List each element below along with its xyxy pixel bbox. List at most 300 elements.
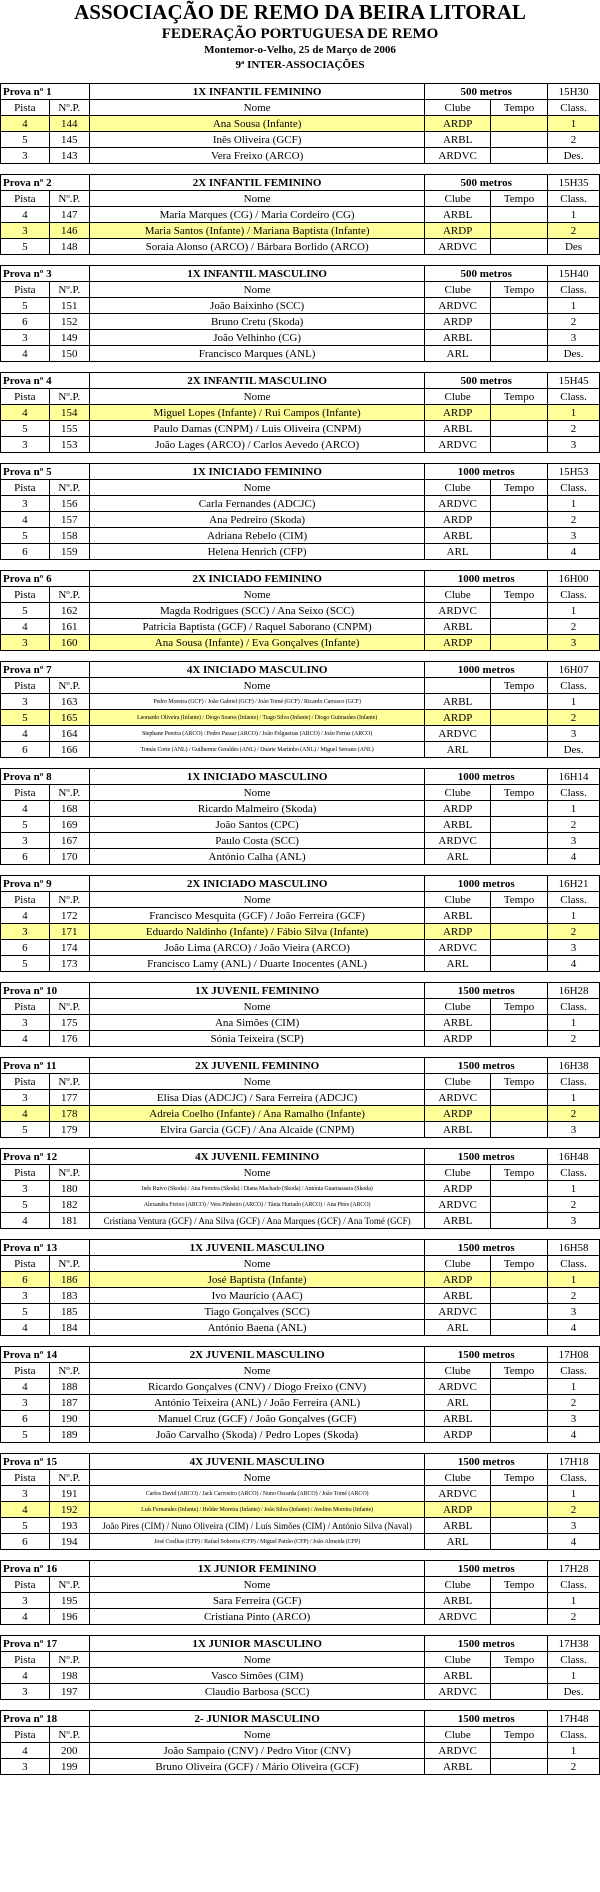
- cell-clube: ARDVC: [425, 437, 491, 453]
- race-title-row: [1, 571, 600, 587]
- column-header-tempo: Tempo: [490, 1470, 547, 1486]
- cell-tempo: [490, 1427, 547, 1443]
- race-number: Prova nº 2: [1, 175, 90, 191]
- document-header: [0, 0, 600, 73]
- cell-tempo: [490, 544, 547, 560]
- race-time: 16H28: [548, 983, 600, 999]
- cell-tempo: [490, 908, 547, 924]
- cell-pista: 5: [1, 421, 50, 437]
- cell-tempo: [490, 710, 547, 726]
- table-row: [1, 1320, 600, 1336]
- column-header-tempo: Tempo: [490, 678, 547, 694]
- cell-nome: Soraia Alonso (ARCO) / Bárbara Borlido (ARCO): [89, 239, 424, 255]
- cell-pista: 4: [1, 619, 50, 635]
- table-row: [1, 940, 600, 956]
- cell-clube: ARDVC: [425, 298, 491, 314]
- race-distance: 1000 metros: [425, 876, 548, 892]
- race-title-row: [1, 1149, 600, 1165]
- cell-class: 2: [548, 817, 600, 833]
- column-header-row: [1, 1363, 600, 1379]
- cell-nome: António Calha (ANL): [89, 849, 424, 865]
- table-row: [1, 849, 600, 865]
- cell-nome: Pedro Moreira (GCF) / João Gabriel (GCF) / João Tomé (GCF) / Ricardo Carrasco (GCF): [89, 694, 424, 710]
- cell-num: 181: [49, 1213, 89, 1229]
- cell-class: 2: [548, 1288, 600, 1304]
- cell-nome: Inês Oliveira (GCF): [89, 132, 424, 148]
- table-row: [1, 1534, 600, 1550]
- cell-nome: João Baixinho (SCC): [89, 298, 424, 314]
- column-header-pista: Pista: [1, 785, 50, 801]
- cell-class: 3: [548, 1518, 600, 1534]
- table-row: [1, 924, 600, 940]
- cell-pista: 6: [1, 1534, 50, 1550]
- race-distance: 1500 metros: [425, 1347, 548, 1363]
- cell-tempo: [490, 849, 547, 865]
- cell-clube: ARL: [425, 544, 491, 560]
- cell-class: Des.: [548, 742, 600, 758]
- cell-nome: Eduardo Naldinho (Infante) / Fábio Silva (Infante): [89, 924, 424, 940]
- cell-class: 1: [548, 1743, 600, 1759]
- cell-nome: Paulo Costa (SCC): [89, 833, 424, 849]
- cell-pista: 6: [1, 544, 50, 560]
- cell-num: 155: [49, 421, 89, 437]
- race-title-row: [1, 464, 600, 480]
- race-time: 17H38: [548, 1636, 600, 1652]
- race-spacer: [0, 1336, 600, 1346]
- column-header-clube: Clube: [425, 1470, 491, 1486]
- cell-num: 176: [49, 1031, 89, 1047]
- cell-tempo: [490, 330, 547, 346]
- cell-clube: ARBL: [425, 528, 491, 544]
- cell-pista: 3: [1, 1288, 50, 1304]
- cell-class: 2: [548, 223, 600, 239]
- table-row: [1, 908, 600, 924]
- cell-pista: 3: [1, 694, 50, 710]
- race-category: 2- JUNIOR MASCULINO: [89, 1711, 424, 1727]
- cell-tempo: [490, 1197, 547, 1213]
- cell-tempo: [490, 1534, 547, 1550]
- column-header-row: [1, 1074, 600, 1090]
- race-distance: 1000 metros: [425, 662, 548, 678]
- table-row: [1, 1181, 600, 1197]
- column-header-class: Class.: [548, 1074, 600, 1090]
- cell-pista: 3: [1, 496, 50, 512]
- cell-class: 3: [548, 1213, 600, 1229]
- cell-nome: Adreia Coelho (Infante) / Ana Ramalho (Infante): [89, 1106, 424, 1122]
- race-table: [0, 1239, 600, 1336]
- cell-num: 182: [49, 1197, 89, 1213]
- race-table: [0, 875, 600, 972]
- cell-num: 174: [49, 940, 89, 956]
- column-header-nome: Nome: [89, 785, 424, 801]
- race-table: [0, 570, 600, 651]
- cell-tempo: [490, 207, 547, 223]
- cell-class: 4: [548, 849, 600, 865]
- cell-class: 1: [548, 1015, 600, 1031]
- cell-class: 1: [548, 1668, 600, 1684]
- cell-num: 187: [49, 1395, 89, 1411]
- cell-clube: ARDP: [425, 635, 491, 651]
- column-header-nome: Nome: [89, 892, 424, 908]
- race-category: 1X JUNIOR MASCULINO: [89, 1636, 424, 1652]
- cell-num: 153: [49, 437, 89, 453]
- table-row: [1, 1668, 600, 1684]
- race-time: 15H53: [548, 464, 600, 480]
- cell-num: 173: [49, 956, 89, 972]
- column-header-pista: Pista: [1, 892, 50, 908]
- cell-nome: Ricardo Gonçalves (CNV) / Diogo Freixo (CNV): [89, 1379, 424, 1395]
- cell-tempo: [490, 694, 547, 710]
- cell-clube: ARBL: [425, 1015, 491, 1031]
- cell-tempo: [490, 1181, 547, 1197]
- column-header-num: Nº.P.: [49, 678, 89, 694]
- race-time: 15H45: [548, 373, 600, 389]
- cell-num: 161: [49, 619, 89, 635]
- cell-class: 1: [548, 801, 600, 817]
- column-header-num: Nº.P.: [49, 1363, 89, 1379]
- column-header-tempo: Tempo: [490, 785, 547, 801]
- column-header-num: Nº.P.: [49, 785, 89, 801]
- cell-class: 1: [548, 207, 600, 223]
- table-row: [1, 1213, 600, 1229]
- cell-tempo: [490, 1213, 547, 1229]
- cell-nome: Paulo Damas (CNPM) / Luis Oliveira (CNPM): [89, 421, 424, 437]
- table-row: [1, 1743, 600, 1759]
- federation-name: FEDERAÇÃO PORTUGUESA DE REMO: [161, 26, 439, 42]
- column-header-num: Nº.P.: [49, 587, 89, 603]
- cell-num: 198: [49, 1668, 89, 1684]
- column-header-row: [1, 480, 600, 496]
- race-distance: 1500 metros: [425, 1454, 548, 1470]
- cell-num: 145: [49, 132, 89, 148]
- column-header-tempo: Tempo: [490, 1727, 547, 1743]
- column-header-nome: Nome: [89, 1470, 424, 1486]
- cell-nome: José Coelhas (CFP) / Rafael Sobreira (CFP) / Miguel Patrão (CFP) / João Almeida (CFP): [89, 1534, 424, 1550]
- cell-num: 144: [49, 116, 89, 132]
- column-header-num: Nº.P.: [49, 1652, 89, 1668]
- cell-nome: Magda Rodrigues (SCC) / Ana Seixo (SCC): [89, 603, 424, 619]
- cell-class: 1: [548, 116, 600, 132]
- column-header-tempo: Tempo: [490, 480, 547, 496]
- cell-pista: 3: [1, 1684, 50, 1700]
- table-row: [1, 1684, 600, 1700]
- race-spacer: [0, 1700, 600, 1710]
- cell-tempo: [490, 1015, 547, 1031]
- cell-num: 158: [49, 528, 89, 544]
- column-header-class: Class.: [548, 999, 600, 1015]
- cell-nome: Francisco Mesquita (GCF) / João Ferreira (GCF): [89, 908, 424, 924]
- cell-tempo: [490, 148, 547, 164]
- cell-class: 3: [548, 1122, 600, 1138]
- race-category: 2X INICIADO MASCULINO: [89, 876, 424, 892]
- race-distance: 500 metros: [425, 84, 548, 100]
- cell-num: 194: [49, 1534, 89, 1550]
- column-header-class: Class.: [548, 678, 600, 694]
- race-time: 16H07: [548, 662, 600, 678]
- cell-clube: ARDVC: [425, 1304, 491, 1320]
- cell-pista: 5: [1, 710, 50, 726]
- cell-pista: 4: [1, 1379, 50, 1395]
- column-header-clube: Clube: [425, 282, 491, 298]
- cell-num: 171: [49, 924, 89, 940]
- race-table: [0, 372, 600, 453]
- cell-clube: ARBL: [425, 1288, 491, 1304]
- cell-pista: 6: [1, 314, 50, 330]
- cell-pista: 5: [1, 298, 50, 314]
- cell-nome: Ana Sousa (Infante): [89, 116, 424, 132]
- cell-clube: ARBL: [425, 330, 491, 346]
- cell-tempo: [490, 801, 547, 817]
- cell-num: 193: [49, 1518, 89, 1534]
- cell-num: 166: [49, 742, 89, 758]
- race-table: [0, 174, 600, 255]
- cell-nome: Ana Simões (CIM): [89, 1015, 424, 1031]
- race-time: 16H48: [548, 1149, 600, 1165]
- column-header-clube: Clube: [425, 1577, 491, 1593]
- cell-pista: 3: [1, 1486, 50, 1502]
- cell-class: 2: [548, 1609, 600, 1625]
- cell-class: 2: [548, 314, 600, 330]
- table-row: [1, 603, 600, 619]
- cell-tempo: [490, 528, 547, 544]
- race-title-row: [1, 1636, 600, 1652]
- cell-nome: Bruno Cretu (Skoda): [89, 314, 424, 330]
- cell-pista: 4: [1, 1743, 50, 1759]
- table-row: [1, 710, 600, 726]
- cell-num: 143: [49, 148, 89, 164]
- table-row: [1, 817, 600, 833]
- cell-num: 157: [49, 512, 89, 528]
- cell-tempo: [490, 742, 547, 758]
- column-header-num: Nº.P.: [49, 999, 89, 1015]
- cell-tempo: [490, 833, 547, 849]
- race-category: 1X INFANTIL MASCULINO: [89, 266, 424, 282]
- cell-tempo: [490, 1395, 547, 1411]
- race-category: 2X JUVENIL MASCULINO: [89, 1347, 424, 1363]
- cell-pista: 5: [1, 603, 50, 619]
- cell-clube: ARDP: [425, 1181, 491, 1197]
- column-header-row: [1, 282, 600, 298]
- cell-tempo: [490, 314, 547, 330]
- cell-clube: ARDP: [425, 1502, 491, 1518]
- column-header-clube: Clube: [425, 100, 491, 116]
- column-header-clube: Clube: [425, 892, 491, 908]
- cell-num: 164: [49, 726, 89, 742]
- race-table: [0, 1560, 600, 1625]
- column-header-tempo: Tempo: [490, 282, 547, 298]
- cell-nome: Elvira Garcia (GCF) / Ana Alcaide (CNPM): [89, 1122, 424, 1138]
- race-number: Prova nº 7: [1, 662, 90, 678]
- race-number: Prova nº 10: [1, 983, 90, 999]
- cell-pista: 3: [1, 1015, 50, 1031]
- column-header-pista: Pista: [1, 999, 50, 1015]
- race-category: 4X INICIADO MASCULINO: [89, 662, 424, 678]
- cell-nome: Sónia Teixeira (SCP): [89, 1031, 424, 1047]
- race-table: [0, 1148, 600, 1229]
- cell-clube: ARDP: [425, 223, 491, 239]
- column-header-tempo: Tempo: [490, 999, 547, 1015]
- cell-clube: ARL: [425, 742, 491, 758]
- cell-num: 167: [49, 833, 89, 849]
- race-category: 1X JUNIOR FEMININO: [89, 1561, 424, 1577]
- cell-pista: 6: [1, 849, 50, 865]
- cell-pista: 4: [1, 726, 50, 742]
- cell-num: 146: [49, 223, 89, 239]
- cell-num: 165: [49, 710, 89, 726]
- column-header-clube: Clube: [425, 1727, 491, 1743]
- cell-pista: 4: [1, 116, 50, 132]
- column-header-clube: Clube: [425, 191, 491, 207]
- race-time: 17H18: [548, 1454, 600, 1470]
- race-distance: 1500 metros: [425, 983, 548, 999]
- race-title-row: [1, 1711, 600, 1727]
- cell-class: 3: [548, 528, 600, 544]
- column-header-num: Nº.P.: [49, 1577, 89, 1593]
- race-spacer: [0, 164, 600, 174]
- cell-tempo: [490, 603, 547, 619]
- column-header-nome: Nome: [89, 1165, 424, 1181]
- cell-nome: Miguel Lopes (Infante) / Rui Campos (Infante): [89, 405, 424, 421]
- cell-pista: 3: [1, 148, 50, 164]
- race-title-row: [1, 876, 600, 892]
- column-header-clube: Clube: [425, 1165, 491, 1181]
- column-header-row: [1, 1165, 600, 1181]
- column-header-pista: Pista: [1, 1652, 50, 1668]
- table-row: [1, 1015, 600, 1031]
- cell-nome: Patricia Baptista (GCF) / Raquel Saborano (CNPM): [89, 619, 424, 635]
- cell-pista: 5: [1, 817, 50, 833]
- race-spacer: [0, 453, 600, 463]
- cell-pista: 5: [1, 1122, 50, 1138]
- race-title-row: [1, 84, 600, 100]
- cell-num: 200: [49, 1743, 89, 1759]
- race-table: [0, 1346, 600, 1443]
- cell-nome: Ricardo Malmeiro (Skoda): [89, 801, 424, 817]
- cell-nome: Ana Pedreiro (Skoda): [89, 512, 424, 528]
- cell-class: 3: [548, 726, 600, 742]
- cell-clube: ARDP: [425, 924, 491, 940]
- cell-clube: ARL: [425, 956, 491, 972]
- race-category: 2X INFANTIL FEMININO: [89, 175, 424, 191]
- race-category: 1X INICIADO FEMININO: [89, 464, 424, 480]
- column-header-nome: Nome: [89, 191, 424, 207]
- race-distance: 1500 metros: [425, 1636, 548, 1652]
- table-row: [1, 1272, 600, 1288]
- cell-clube: ARDVC: [425, 833, 491, 849]
- cell-num: 163: [49, 694, 89, 710]
- column-header-num: Nº.P.: [49, 389, 89, 405]
- column-header-row: [1, 100, 600, 116]
- column-header-row: [1, 191, 600, 207]
- cell-tempo: [490, 1593, 547, 1609]
- race-number: Prova nº 16: [1, 1561, 90, 1577]
- cell-num: 154: [49, 405, 89, 421]
- column-header-clube: Clube: [425, 1363, 491, 1379]
- race-spacer: [0, 1550, 600, 1560]
- race-number: Prova nº 3: [1, 266, 90, 282]
- cell-class: 3: [548, 833, 600, 849]
- cell-class: 1: [548, 694, 600, 710]
- column-header-pista: Pista: [1, 191, 50, 207]
- race-title-row: [1, 983, 600, 999]
- cell-class: Des.: [548, 1684, 600, 1700]
- cell-class: 1: [548, 1090, 600, 1106]
- cell-tempo: [490, 635, 547, 651]
- cell-nome: Stephane Pereira (ARCO) / Pedro Passar (ARCO) / João Felgueiras (ARCO) / João Ferraz (ARCO): [89, 726, 424, 742]
- cell-class: 3: [548, 1304, 600, 1320]
- column-header-num: Nº.P.: [49, 892, 89, 908]
- column-header-nome: Nome: [89, 480, 424, 496]
- cell-pista: 4: [1, 1213, 50, 1229]
- cell-clube: ARDP: [425, 116, 491, 132]
- cell-tempo: [490, 1668, 547, 1684]
- cell-clube: ARBL: [425, 1518, 491, 1534]
- cell-nome: Francisco Marques (ANL): [89, 346, 424, 362]
- cell-tempo: [490, 346, 547, 362]
- cell-num: 184: [49, 1320, 89, 1336]
- cell-num: 192: [49, 1502, 89, 1518]
- column-header-nome: Nome: [89, 678, 424, 694]
- race-spacer: [0, 1047, 600, 1057]
- cell-tempo: [490, 924, 547, 940]
- race-spacer: [0, 1229, 600, 1239]
- column-header-clube: Clube: [425, 480, 491, 496]
- cell-tempo: [490, 1304, 547, 1320]
- cell-num: 152: [49, 314, 89, 330]
- cell-clube: ARBL: [425, 1411, 491, 1427]
- race-category: 2X JUVENIL FEMININO: [89, 1058, 424, 1074]
- race-title-row: [1, 175, 600, 191]
- column-header-num: Nº.P.: [49, 480, 89, 496]
- table-row: [1, 223, 600, 239]
- column-header-pista: Pista: [1, 678, 50, 694]
- cell-clube: ARL: [425, 1320, 491, 1336]
- race-time: 15H40: [548, 266, 600, 282]
- cell-nome: Carla Fernandes (ADCJC): [89, 496, 424, 512]
- table-row: [1, 1288, 600, 1304]
- cell-class: 1: [548, 908, 600, 924]
- cell-pista: 5: [1, 956, 50, 972]
- race-number: Prova nº 14: [1, 1347, 90, 1363]
- column-header-clube: [425, 678, 491, 694]
- race-spacer: [0, 560, 600, 570]
- cell-nome: Francisco Lamy (ANL) / Duarte Inocentes (ANL): [89, 956, 424, 972]
- column-header-class: Class.: [548, 1470, 600, 1486]
- table-row: [1, 635, 600, 651]
- cell-nome: Adriana Rebelo (CIM): [89, 528, 424, 544]
- cell-class: 4: [548, 1320, 600, 1336]
- cell-nome: Inês Ruivo (Skoda) / Ana Ferreira (Skoda) / Diana Machado (Skoda) / Antónia Guarnassara (Skoda): [89, 1181, 424, 1197]
- cell-num: 188: [49, 1379, 89, 1395]
- cell-pista: 4: [1, 908, 50, 924]
- column-header-class: Class.: [548, 1256, 600, 1272]
- race-table: [0, 463, 600, 560]
- table-row: [1, 496, 600, 512]
- column-header-row: [1, 587, 600, 603]
- race-number: Prova nº 18: [1, 1711, 90, 1727]
- cell-nome: Tomás Corte (ANL) / Guilherme Geraldes (ANL) / Duarte Martinho (ANL) / Miguel Serrano (ANL): [89, 742, 424, 758]
- cell-pista: 4: [1, 1320, 50, 1336]
- race-number: Prova nº 1: [1, 84, 90, 100]
- column-header-row: [1, 892, 600, 908]
- column-header-pista: Pista: [1, 1074, 50, 1090]
- cell-pista: 3: [1, 635, 50, 651]
- cell-num: 148: [49, 239, 89, 255]
- cell-class: 2: [548, 421, 600, 437]
- cell-pista: 6: [1, 1272, 50, 1288]
- cell-class: 1: [548, 1181, 600, 1197]
- races-list: [0, 73, 600, 1775]
